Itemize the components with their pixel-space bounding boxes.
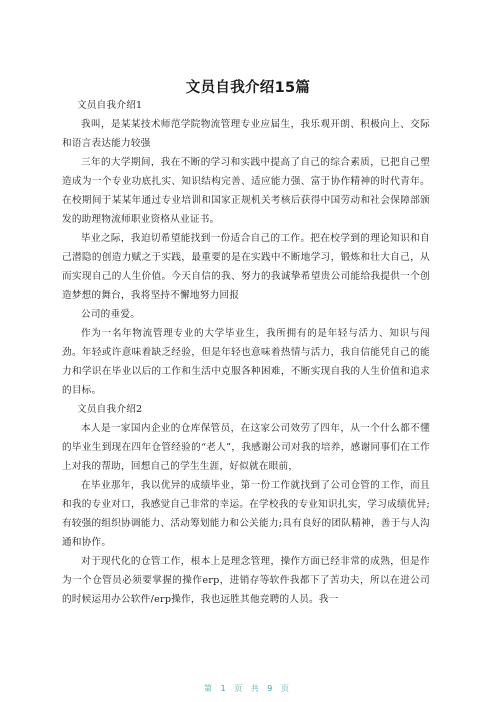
paragraph: 我叫，是某某技术师范学院物流管理专业应届生，我乐观开朗、积极向上、交际和语言表达能力较强: [62, 119, 430, 149]
section-heading: 文员自我介绍2: [77, 404, 143, 415]
paragraph: 三年的大学期间，我在不断的学习和实践中提高了自己的综合素质，已把自己塑造成为一个专业功底扎实、知识结构完善、适应能力强、富于协作精神的时代青年。在校期间于某某年通过专业培训和国家正规机关考核后获得中国劳动和社会保障部颁发的助理物流师职业资格从业证书。: [62, 157, 430, 225]
page-title: 文员自我介绍15篇: [185, 80, 311, 96]
document-body: [62, 96, 430, 609]
paragraph: 毕业之际，我迫切希望能找到一份适合自己的工作。把在校学到的理论知识和自己潜隐的创造力赋之于实践，最重要的是在实践中不断地学习，锻炼和壮大自己，从而实现自己的人生价值。今天自信的我、努力的我诚挚希望贵公司能给我提供一个创造梦想的舞台，我将坚持不懈地努力回报: [62, 233, 430, 301]
paragraph: 在毕业那年，我以优异的成绩毕业，第一份工作就找到了公司仓管的工作，而且和我的专业对口，我感觉自己非常的幸运。在学校我的专业知识扎实，学习成绩优异;有较强的组织协调能力、活动筹划能力和公关能力;具有良好的团队精神，善于与人沟通和协作。: [62, 480, 430, 548]
page-number-footer: 第 1 页 共 9 页: [204, 684, 292, 693]
section-heading: 文员自我介绍1: [77, 100, 143, 111]
paragraph: 公司的垂爱。: [81, 309, 141, 320]
paragraph: 本人是一家国内企业的仓库保管员，在这家公司效劳了四年，从一个什么都不懂的毕业生到现在四年仓管经验的“老人”，我感谢公司对我的培养，感谢同事们在工作上对我的帮助，回想自己的学生生涯，好似就在眼前，: [62, 423, 430, 472]
paragraph: 作为一名年物流管理专业的大学毕业生，我所拥有的是年轻与活力、知识与闯劲。年轻或许意味着缺乏经验，但是年轻也意味着热情与活力，我自信能凭自己的能力和学识在毕业以后的工作和生活中克服各种困难，不断实现自我的人生价值和追求的目标。: [62, 328, 430, 396]
paragraph: 对于现代化的仓管工作，根本上是理念管理，操作方面已经非常的成熟，但是作为一个仓管员必须要掌握的操作erp，进销存等软件我都下了苦功夫，所以在进公司的时候运用办公软件/erp操作，我也远胜其他竞聘的人员。我一: [62, 556, 430, 605]
